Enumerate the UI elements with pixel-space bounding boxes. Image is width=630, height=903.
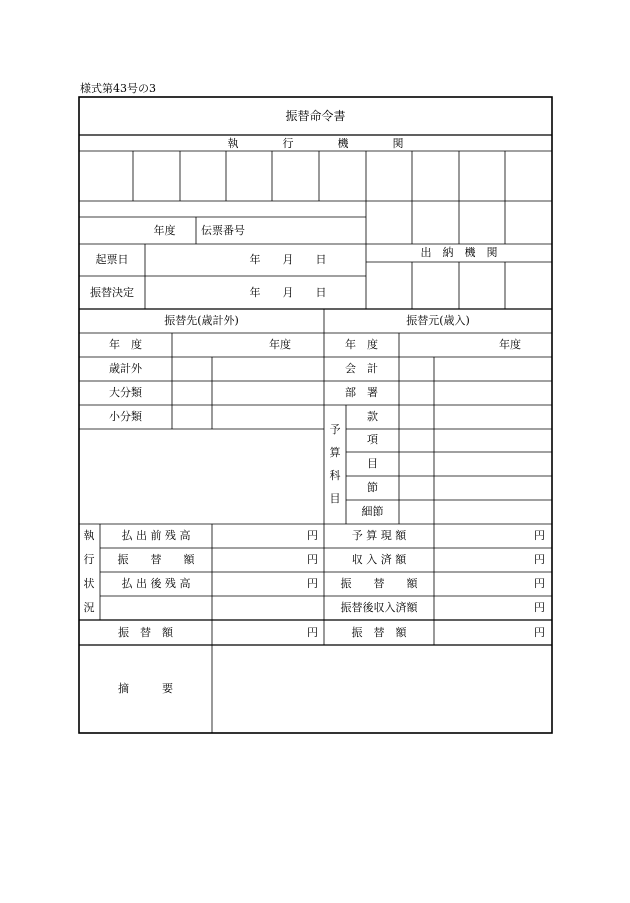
source-budget-current: 予 算 現 額 bbox=[351, 529, 407, 542]
transfer-destination-header: 振替先(歳計外) bbox=[164, 314, 239, 327]
yen-unit: 円 bbox=[307, 577, 318, 590]
dest-total-transfer-label: 振 替 額 bbox=[118, 626, 173, 639]
source-received-after-transfer: 振替後収入済額 bbox=[340, 601, 418, 614]
dest-item-major-category: 大分類 bbox=[109, 386, 142, 399]
yen-unit: 円 bbox=[534, 529, 545, 542]
source-transfer-amount: 振 替 額 bbox=[340, 577, 418, 590]
yen-unit: 円 bbox=[534, 553, 545, 566]
yen-unit: 円 bbox=[307, 529, 318, 542]
dest-item-outside-budget: 歳計外 bbox=[109, 362, 142, 375]
budget-item-detail: 細節 bbox=[361, 505, 384, 518]
yen-unit: 円 bbox=[534, 577, 545, 590]
budget-subject-char: 科 bbox=[329, 469, 341, 482]
yen-unit: 円 bbox=[534, 601, 545, 614]
budget-item-clause: 項 bbox=[367, 433, 378, 446]
dest-transfer-amount: 振 替 額 bbox=[117, 553, 195, 566]
yen-unit: 円 bbox=[307, 553, 318, 566]
fiscal-year-label: 年度 bbox=[153, 224, 176, 237]
voucher-number-label: 伝票番号 bbox=[201, 224, 245, 237]
execution-status-char: 況 bbox=[83, 601, 95, 614]
draft-date-label: 起票日 bbox=[95, 253, 129, 266]
source-item-account: 会 計 bbox=[345, 362, 378, 375]
dest-balance-before: 払 出 前 残 高 bbox=[121, 529, 191, 542]
form-number: 様式第43号の3 bbox=[80, 82, 156, 95]
transfer-decision-label: 振替決定 bbox=[90, 286, 134, 299]
source-total-transfer-label: 振 替 額 bbox=[351, 626, 407, 639]
cash-office-header: 出 納 機 関 bbox=[420, 246, 498, 259]
budget-item-item: 目 bbox=[367, 457, 378, 470]
budget-subject-char: 予 bbox=[329, 423, 341, 436]
dest-balance-after: 払 出 後 残 高 bbox=[121, 577, 191, 590]
summary-label: 摘 要 bbox=[118, 682, 173, 695]
transfer-source-header: 振替元(歳入) bbox=[406, 314, 470, 327]
source-received-amount: 収 入 済 額 bbox=[351, 553, 407, 566]
budget-subject-char: 算 bbox=[329, 446, 341, 459]
budget-item-subitem: 節 bbox=[367, 481, 378, 494]
dest-year-label: 年 度 bbox=[109, 338, 142, 351]
source-item-department: 部 署 bbox=[345, 386, 378, 399]
draft-date-value: 年 月 日 bbox=[249, 253, 327, 266]
source-year-label: 年 度 bbox=[345, 338, 378, 351]
form-title: 振替命令書 bbox=[285, 109, 346, 123]
execution-status-char: 状 bbox=[83, 577, 95, 590]
transfer-decision-value: 年 月 日 bbox=[249, 286, 327, 299]
dest-year-value: 年度 bbox=[269, 338, 291, 351]
dest-item-minor-category: 小分類 bbox=[109, 410, 142, 423]
execution-status-char: 行 bbox=[83, 553, 95, 566]
execution-status-char: 執 bbox=[83, 529, 95, 542]
budget-item-section: 款 bbox=[367, 410, 378, 423]
yen-unit: 円 bbox=[534, 626, 545, 639]
budget-subject-char: 目 bbox=[329, 492, 341, 505]
source-year-value: 年度 bbox=[499, 338, 521, 351]
yen-unit: 円 bbox=[307, 626, 318, 639]
executing-agency-header: 執 行 機 関 bbox=[227, 137, 404, 150]
